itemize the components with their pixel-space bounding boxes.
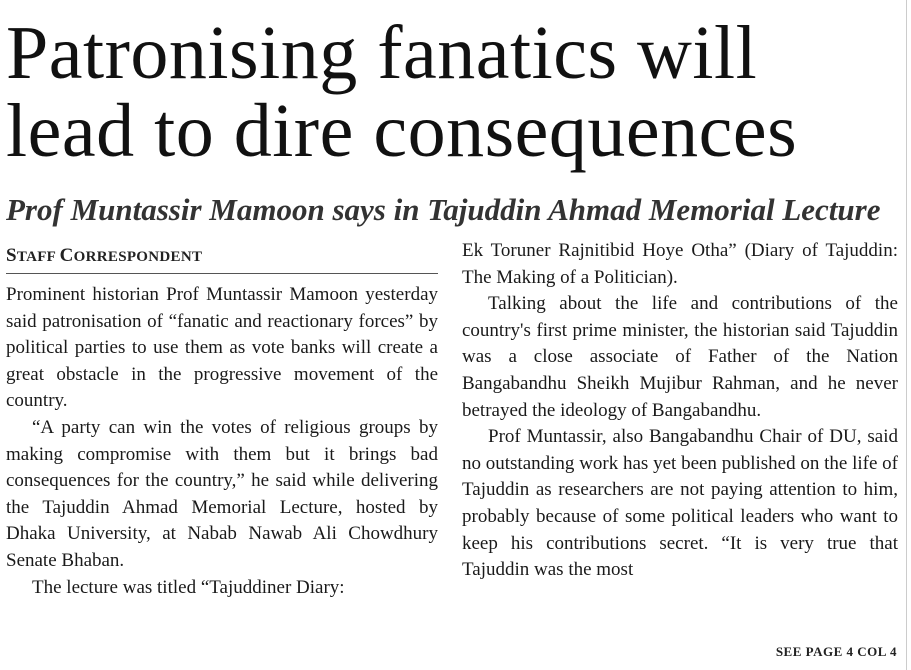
- byline-smallcaps-1: TAFF: [16, 249, 60, 265]
- page-edge: [906, 0, 911, 670]
- paragraph: Ek Toruner Rajnitibid Hoye Otha” (Diary of Tajuddin: The Making of a Politician).: [462, 240, 898, 288]
- paragraph: “A party can win the votes of religious groups by making compromise with them but it brings bad consequences for the country,” he said while delivering the Tajuddin Ahmad Memorial Lecture, hosted by Dhaka University, at Nabab Nawab Ali Chowdhury Senate Bhaban.: [6, 416, 438, 571]
- byline-smallcaps-2: ORRESPONDENT: [73, 249, 203, 265]
- headline: [6, 11, 906, 173]
- headline-line-2: lead to dire consequences: [6, 89, 798, 173]
- paragraph: Prof Muntassir, also Bangabandhu Chair of DU, said no outstanding work has yet been published on the life of Tajuddin as researchers are not paying attention to him, probably because of some political leaders who want to keep his contributions secret. “It is very true that Tajuddin was the most: [462, 426, 898, 581]
- continued-jump-line: SEE PAGE 4 COL 4: [775, 644, 897, 659]
- headline-line-1: Patronising fanatics will: [6, 11, 758, 95]
- article-column-1: [6, 282, 438, 601]
- paragraph: The lecture was titled “Tajuddiner Diary:: [32, 576, 345, 598]
- paragraph: Talking about the life and contributions of the country's first prime minister, the historian said Tajuddin was a close associate of Father of the Nation Bangabandhu Sheikh Mujibur Rahman, and he never betrayed the ideology of Bangabandhu.: [462, 293, 898, 421]
- byline: [6, 245, 438, 274]
- deck-subheadline: Prof Muntassir Mamoon says in Tajuddin Ahmad Memorial Lecture: [6, 192, 881, 227]
- paragraph: Prominent historian Prof Muntassir Mamoon yesterday said patronisation of “fanatic and reactionary forces” by political parties to use them as vote banks will create a great obstacle in the progressive movement of the country.: [6, 284, 438, 412]
- byline-initial-1: S: [6, 245, 17, 266]
- article-column-2: [462, 238, 898, 584]
- byline-initial-2: C: [59, 245, 74, 266]
